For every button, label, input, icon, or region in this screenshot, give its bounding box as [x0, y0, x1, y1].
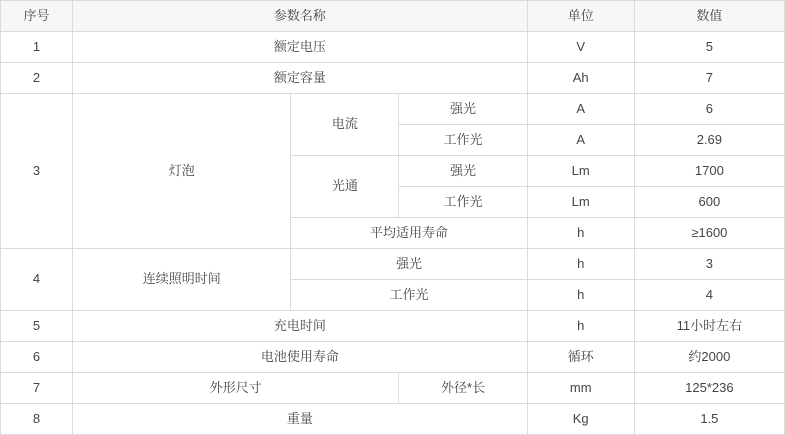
row-value: 1.5 [634, 404, 784, 435]
row-value: 约2000 [634, 342, 784, 373]
row-subcategory: 光通 [291, 156, 399, 218]
row-subitem: 工作光 [291, 280, 527, 311]
row-subcategory: 电流 [291, 94, 399, 156]
header-value: 数值 [634, 1, 784, 32]
header-unit: 单位 [527, 1, 634, 32]
table-row [1, 32, 785, 63]
row-value: 5 [634, 32, 784, 63]
row-unit: Kg [527, 404, 634, 435]
header-param: 参数名称 [73, 1, 528, 32]
row-value: 2.69 [634, 125, 784, 156]
row-no: 6 [1, 342, 73, 373]
row-subitem: 强光 [291, 249, 527, 280]
row-no: 5 [1, 311, 73, 342]
header-no: 序号 [1, 1, 73, 32]
row-no: 4 [1, 249, 73, 311]
row-unit: h [527, 311, 634, 342]
row-value: 125*236 [634, 373, 784, 404]
row-value: 1700 [634, 156, 784, 187]
row-value: ≥1600 [634, 218, 784, 249]
row-param-name: 连续照明时间 [73, 249, 291, 311]
row-no: 1 [1, 32, 73, 63]
row-value: 600 [634, 187, 784, 218]
table-row [1, 373, 785, 404]
row-subitem: 强光 [399, 94, 527, 125]
row-unit: 循环 [527, 342, 634, 373]
row-unit: A [527, 125, 634, 156]
row-unit: h [527, 249, 634, 280]
row-unit: h [527, 218, 634, 249]
row-param-name: 外形尺寸 [73, 373, 399, 404]
header-row [1, 1, 785, 32]
row-no: 7 [1, 373, 73, 404]
row-no: 3 [1, 94, 73, 249]
row-param-name: 额定容量 [73, 63, 528, 94]
row-param-name: 灯泡 [73, 94, 291, 249]
row-subitem: 强光 [399, 156, 527, 187]
row-value: 4 [634, 280, 784, 311]
row-no: 8 [1, 404, 73, 435]
table-row [1, 404, 785, 435]
row-subitem: 工作光 [399, 125, 527, 156]
row-value: 11小时左右 [634, 311, 784, 342]
table-row [1, 311, 785, 342]
row-subitem: 平均适用寿命 [291, 218, 527, 249]
row-param-name: 额定电压 [73, 32, 528, 63]
row-unit: A [527, 94, 634, 125]
row-subitem: 工作光 [399, 187, 527, 218]
row-param-name: 重量 [73, 404, 528, 435]
table-row [1, 249, 785, 280]
table-body [1, 32, 785, 435]
row-value: 6 [634, 94, 784, 125]
row-unit: h [527, 280, 634, 311]
row-subitem: 外径*长 [399, 373, 527, 404]
row-param-name: 电池使用寿命 [73, 342, 528, 373]
row-param-name: 充电时间 [73, 311, 528, 342]
row-unit: V [527, 32, 634, 63]
row-value: 7 [634, 63, 784, 94]
row-unit: Ah [527, 63, 634, 94]
table-row [1, 342, 785, 373]
table-header [1, 1, 785, 32]
row-value: 3 [634, 249, 784, 280]
table-row [1, 63, 785, 94]
row-unit: Lm [527, 187, 634, 218]
row-unit: Lm [527, 156, 634, 187]
table-row [1, 94, 785, 125]
row-unit: mm [527, 373, 634, 404]
row-no: 2 [1, 63, 73, 94]
